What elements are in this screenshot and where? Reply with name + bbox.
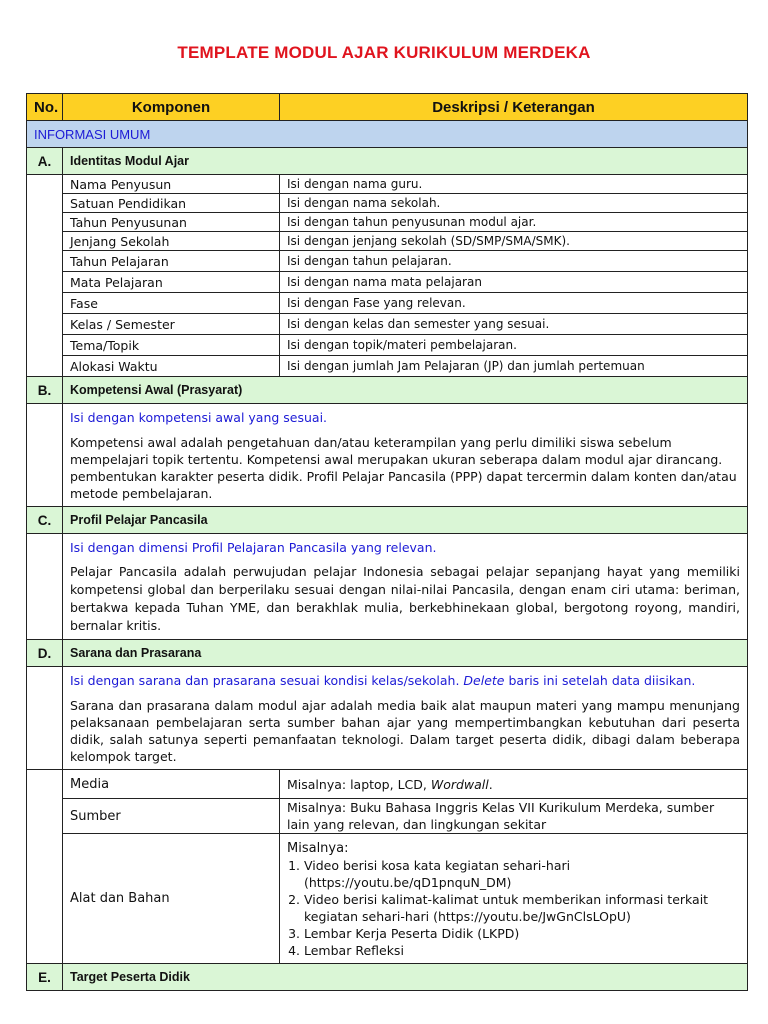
- list-item: 2. Video berisi kalimat-kalimat untuk memberikan informasi terkait kegiatan sehari-hari (https://youtu.be/JwGnClsLOpU): [304, 891, 740, 925]
- header-komponen: Komponen: [63, 94, 280, 121]
- empty-number-cell: [27, 175, 63, 377]
- identitas-row: [27, 314, 748, 335]
- sarana-row: [27, 667, 748, 770]
- section-c-row: [27, 507, 748, 534]
- section-title: Target Peserta Didik: [63, 964, 748, 991]
- profil-content: [63, 534, 748, 640]
- sarana-hint: [70, 673, 740, 688]
- identitas-label: Tema/Topik: [63, 335, 280, 356]
- table-header-row: [27, 94, 748, 121]
- identitas-row: [27, 293, 748, 314]
- identitas-value: Isi dengan tahun pelajaran.: [280, 251, 748, 272]
- identitas-label: Satuan Pendidikan: [63, 194, 280, 213]
- section-number: C.: [27, 507, 63, 534]
- header-no: No.: [27, 94, 63, 121]
- page-title: TEMPLATE MODUL AJAR KURIKULUM MERDEKA: [177, 43, 591, 62]
- alat-list: [287, 857, 740, 959]
- alat-label: Alat dan Bahan: [63, 834, 280, 964]
- resource-row-alat: [27, 834, 748, 964]
- identitas-row: [27, 213, 748, 232]
- kompetensi-hint: Isi dengan kompetensi awal yang sesuai.: [70, 410, 328, 425]
- sumber-label: Sumber: [63, 799, 280, 834]
- identitas-value: Isi dengan tahun penyusunan modul ajar.: [280, 213, 748, 232]
- sarana-hint-after: baris ini setelah data diisikan.: [504, 673, 696, 688]
- sumber-value: Misalnya: Buku Bahasa Inggris Kelas VII Kurikulum Merdeka, sumber lain yang relevan, dan lingkungan sekitar: [280, 799, 748, 834]
- kompetensi-row: [27, 404, 748, 507]
- list-item: 1. Video berisi kosa kata kegiatan sehari-hari (https://youtu.be/qD1pnquN_DM): [304, 857, 740, 891]
- sarana-body: Sarana dan prasarana dalam modul ajar adalah media baik alat maupun materi yang mampu menunjang pelaksanaan pembelajaran serta sumber bahan ajar yang mempertimbangkan kebutuhan dari peserta didik, salah satunya seperti pemanfaatan teknologi. Dalam target peserta didik, dibagi dalam beberapa kelompok target.: [70, 698, 740, 764]
- identitas-value: Isi dengan topik/materi pembelajaran.: [280, 335, 748, 356]
- profil-body: Pelajar Pancasila adalah perwujudan pelajar Indonesia sebagai pelajar sepanjang hayat yang memiliki kompetensi global dan berperilaku sesuai dengan nilai-nilai Pancasila, dengan enam ciri utama: beriman, bertakwa kepada Tuhan YME, dan berakhlak mulia, berkebhinekaan global, bergotong royong, mandiri, bernalar kritis.: [70, 564, 740, 633]
- section-number: E.: [27, 964, 63, 991]
- sarana-content: [63, 667, 748, 770]
- identitas-value: Isi dengan nama guru.: [280, 175, 748, 194]
- section-number: A.: [27, 148, 63, 175]
- identitas-label: Mata Pelajaran: [63, 272, 280, 293]
- identitas-row: [27, 335, 748, 356]
- identitas-label: Kelas / Semester: [63, 314, 280, 335]
- empty-number-cell: [27, 404, 63, 507]
- identitas-row: [27, 175, 748, 194]
- identitas-value: Isi dengan jumlah Jam Pelajaran (JP) dan jumlah pertemuan: [280, 356, 748, 377]
- section-d-row: [27, 640, 748, 667]
- profil-hint: Isi dengan dimensi Profil Pelajaran Pancasila yang relevan.: [70, 540, 437, 555]
- section-a-row: [27, 148, 748, 175]
- identitas-value: Isi dengan kelas dan semester yang sesuai.: [280, 314, 748, 335]
- identitas-label: Alokasi Waktu: [63, 356, 280, 377]
- identitas-row: [27, 194, 748, 213]
- identitas-row: [27, 356, 748, 377]
- resource-row-sumber: [27, 799, 748, 834]
- empty-number-cell: [27, 770, 63, 964]
- identitas-label: Fase: [63, 293, 280, 314]
- alat-value: [280, 834, 748, 964]
- media-value: [280, 770, 748, 799]
- identitas-label: Jenjang Sekolah: [63, 232, 280, 251]
- kompetensi-content: [63, 404, 748, 507]
- section-title: Profil Pelajar Pancasila: [63, 507, 748, 534]
- media-label: Media: [63, 770, 280, 799]
- section-b-row: [27, 377, 748, 404]
- header-deskripsi: Deskripsi / Keterangan: [280, 94, 748, 121]
- section-title: Kompetensi Awal (Prasyarat): [63, 377, 748, 404]
- empty-number-cell: [27, 667, 63, 770]
- empty-number-cell: [27, 534, 63, 640]
- identitas-row: [27, 232, 748, 251]
- identitas-value: Isi dengan nama mata pelajaran: [280, 272, 748, 293]
- sarana-hint-delete: Delete: [463, 673, 505, 688]
- identitas-value: Isi dengan Fase yang relevan.: [280, 293, 748, 314]
- modul-table: [26, 93, 748, 991]
- alat-intro: Misalnya:: [287, 841, 349, 856]
- kompetensi-body: Kompetensi awal adalah pengetahuan dan/atau keterampilan yang perlu dimiliki siswa sebelum mempelajari topik tertentu. Kompetensi awal merupakan ukuran seberapa dalam modul ajar dirancang. pembentukan karakter peserta didik. Profil Pelajar Pancasila (PPP) dapat tercermin dalam konten dan/atau metode pembelajaran.: [70, 435, 737, 501]
- media-value-italic: Wordwall: [430, 776, 489, 792]
- resource-row-media: [27, 770, 748, 799]
- identitas-value: Isi dengan nama sekolah.: [280, 194, 748, 213]
- identitas-row: [27, 251, 748, 272]
- section-title: Identitas Modul Ajar: [63, 148, 748, 175]
- media-value-suffix: .: [488, 776, 493, 792]
- section-title: Sarana dan Prasarana: [63, 640, 748, 667]
- section-e-row: [27, 964, 748, 991]
- identitas-row: [27, 272, 748, 293]
- identitas-value: Isi dengan jenjang sekolah (SD/SMP/SMA/SMK).: [280, 232, 748, 251]
- media-value-text: Misalnya: laptop, LCD,: [287, 776, 431, 792]
- section-number: D.: [27, 640, 63, 667]
- profil-row: [27, 534, 748, 640]
- list-item: 4. Lembar Refleksi: [304, 942, 740, 959]
- info-umum-row: [27, 121, 748, 148]
- section-number: B.: [27, 377, 63, 404]
- info-umum-label: INFORMASI UMUM: [27, 121, 748, 148]
- identitas-label: Tahun Penyusunan: [63, 213, 280, 232]
- identitas-label: Tahun Pelajaran: [63, 251, 280, 272]
- identitas-label: Nama Penyusun: [63, 175, 280, 194]
- list-item: 3. Lembar Kerja Peserta Didik (LKPD): [304, 925, 740, 942]
- sarana-hint-text: Isi dengan sarana dan prasarana sesuai kondisi kelas/sekolah.: [70, 673, 464, 688]
